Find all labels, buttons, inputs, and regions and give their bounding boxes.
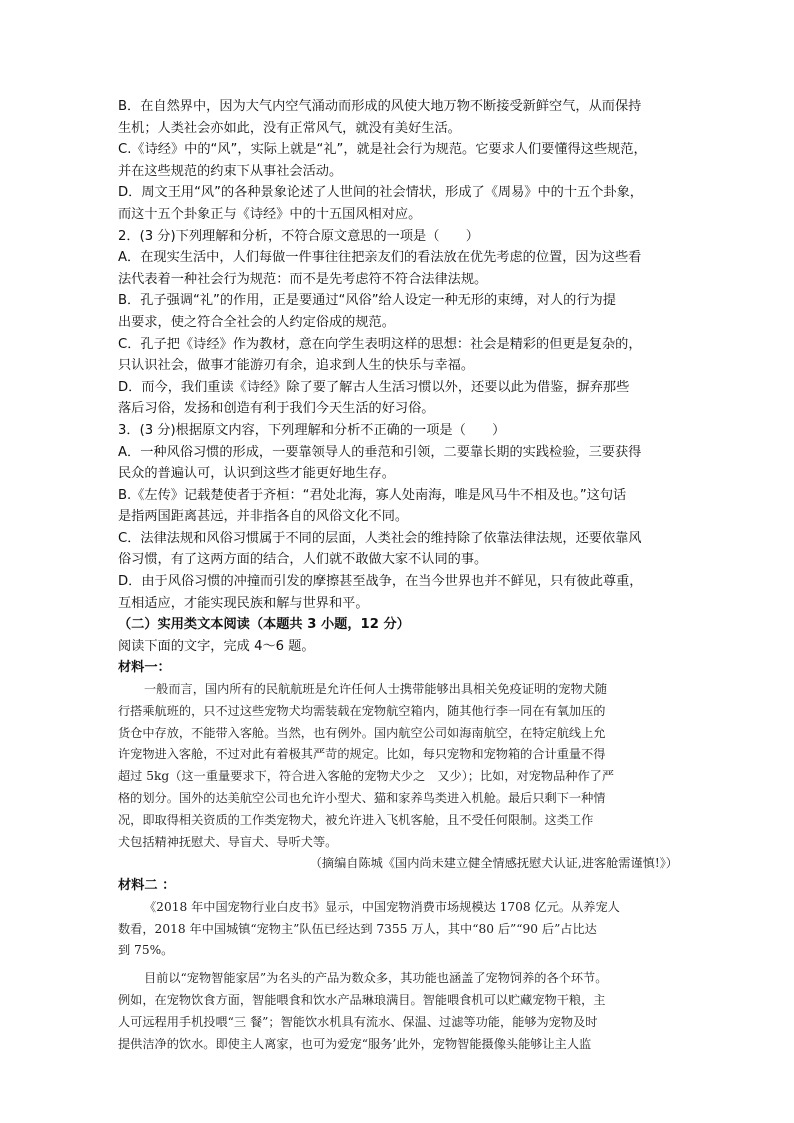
- question-2-stem: 2．(3 分)下列理解和分析，不符合原文意思的一项是（ ）: [118, 228, 479, 244]
- text-line: 法代表着一种社会行为规范：而不是先考虑符不符合法律法规。: [118, 271, 488, 287]
- material-2-line: 《2018 年中国宠物行业白皮书》显示，中国宠物消费市场规模达 1708 亿元。从养宠人: [144, 899, 620, 914]
- text-line: 而这十五个卦象正与《诗经》中的十五国风相对应。: [118, 206, 422, 222]
- question-3-stem: 3．(3 分)根据原文内容，下列理解和分析不正确的一项是（ ）: [118, 422, 506, 438]
- material-1-line: 犬包括精神抚慰犬、导盲犬、导听犬等。: [118, 834, 338, 849]
- text-line: 民众的普遍认可，认识到这些才能更好地生存。: [118, 466, 395, 482]
- text-line: 俗习惯，有了这两方面的结合，人们就不敢做大家不认同的事。: [118, 552, 488, 568]
- material-1-line: 货仓中存放，不能带入客舱。当然，也有例外。国内航空公司如海南航空，在特定航线上允: [118, 725, 606, 740]
- text-line: 出要求，使之符合全社会的人约定俗成的规范。: [118, 314, 395, 330]
- material-1-line: 况，即取得相关资质的工作类宠物犬，被允许进入飞机客舱，且不受任何限制。这类工作: [118, 812, 594, 827]
- section-title: （二）实用类文本阅读（本题共 3 小题，12 分）: [118, 617, 410, 633]
- instruction: 阅读下面的文字，完成 4～6 题。: [118, 638, 315, 654]
- text-line: C．法律法规和风俗习惯属于不同的层面，人类社会的维持除了依靠法律法规，还要依靠风: [118, 530, 642, 546]
- material-1-line: 许宠物进入客舱，不过对此有着极其严苛的规定。比如，每只宠物和宠物箱的合计重量不得: [118, 747, 606, 762]
- text-column: [118, 96, 678, 1055]
- text-line: 并在这些规范的约束下从事社会活动。: [118, 163, 343, 179]
- material-1-line: 一般而言，国内所有的民航航班是允许任何人士携带能够出具相关免疫证明的宠物犬随: [144, 682, 608, 697]
- text-line: B.《左传》记载楚使者于齐桓：“君处北海，寡人处南海，唯是风马牛不相及也。”这句话: [118, 487, 627, 503]
- text-line: B．孔子强调“礼”的作用，正是要通过“风俗”给人设定一种无形的束缚，对人的行为提: [118, 293, 616, 309]
- material-2-line: 例如，在宠物饮食方面，智能喂食和饮水产品琳琅满目。智能喂食机可以贮藏宠物干粮，主: [118, 992, 606, 1007]
- text-line: 互相适应，才能实现民族和解与世界和平。: [118, 595, 369, 611]
- material-2-line: 目前以“宠物智能家居”为名头的产品为数众多，其功能也涵盖了宠物饲养的各个环节。: [144, 971, 608, 986]
- text-line: D．而今，我们重读《诗经》除了要了解古人生活习惯以外，还要以此为借鉴，摒弃那些: [118, 379, 630, 395]
- text-line: B．在自然界中，因为大气内空气涌动而形成的风使大地万物不断接受新鲜空气，从而保持: [118, 99, 642, 114]
- material-2-line: 提供洁净的饮水。即使主人离家，也可为爱宠“服务’此外，宠物智能摄像头能够让主人监: [118, 1036, 592, 1051]
- material-2-label: 材料二 ：: [118, 878, 176, 894]
- material-2-line: 数看，2018 年中国城镇“宠物主”队伍已经达到 7355 万人，其中“80 后”“90 后”占比达: [118, 921, 597, 936]
- text-line: 生机；人类社会亦如此，没有正常风气，就没有美好生活。: [118, 120, 461, 136]
- text-line: D．周文王用“风”的各种景象论述了人世间的社会情状，形成了《周易》中的十五个卦象，: [118, 185, 643, 201]
- material-1-source: （摘编自陈城《国内尚未建立健全情感抚慰犬认证,进客舱需谨慎!》）: [309, 856, 678, 871]
- text-line: C．孔子把《诗经》作为教材，意在向学生表明这样的思想：社会是精彩的但更是复杂的，: [118, 336, 642, 352]
- material-2-line: 人可远程用手机投喂“三 餐”；智能饮水机具有流水、保温、过滤等功能，能够为宠物及时: [118, 1014, 598, 1029]
- text-line: D．由于风俗习惯的冲撞而引发的摩擦甚至战争，在当今世界也并不鲜见，只有彼此尊重，: [118, 574, 643, 590]
- text-line: 只认识社会，做事才能游刃有余，追求到人生的快乐与幸福。: [118, 358, 475, 374]
- text-line: 落后习俗，发扬和创造有利于我们今天生活的好习俗。: [118, 401, 435, 417]
- text-line: 是指两国距离甚远，并非指各自的风俗文化不同。: [118, 509, 409, 525]
- material-1-line: 格的划分。国外的达美航空公司也允许小型犬、猫和家养鸟类进入机舱。最后只剩下一种情: [118, 791, 606, 806]
- material-1-line: 超过 5kg（这一重量要求下，符合进入客舱的宠物犬少之 又少）；比如，对宠物品种作了严: [118, 769, 615, 784]
- text-line: C.《诗经》中的“风”，实际上就是“礼”，就是社会行为规范。它要求人们要懂得这些规范，: [118, 142, 647, 158]
- material-1-label: 材料一：: [118, 660, 171, 676]
- text-line: A．一种风俗习惯的形成，一要靠领导人的垂范和引领，二要靠长期的实践检验，三要获得: [118, 444, 642, 460]
- material-1-line: 行搭乘航班的，只不过这些宠物犬均需装载在宠物航空箱内，随其他行李一同在有氧加压的: [118, 703, 606, 718]
- material-2-line: 到 75%。: [118, 943, 174, 958]
- text-line: A．在现实生活中，人们每做一件事往往把亲友们的看法放在优先考虑的位置，因为这些看: [118, 250, 642, 266]
